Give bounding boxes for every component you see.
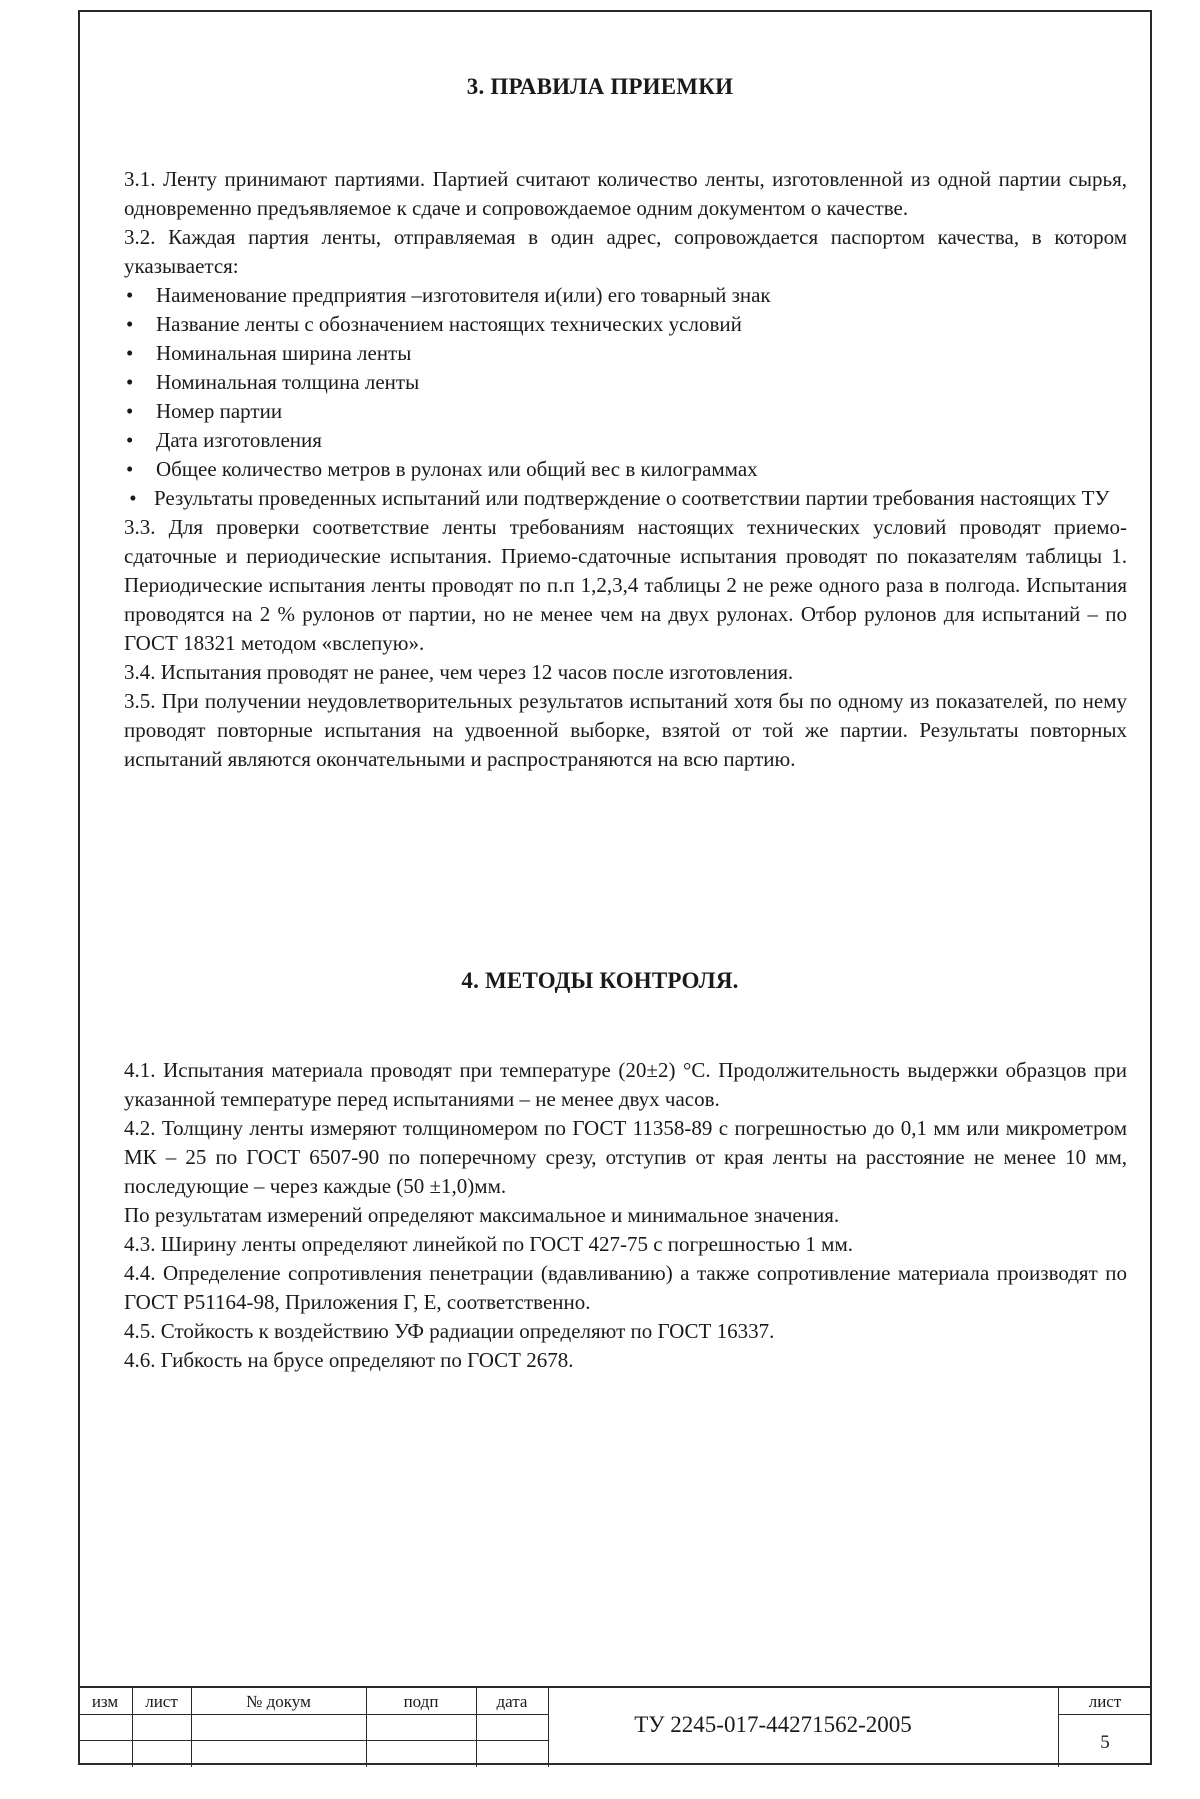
paragraph-4-2: 4.2. Толщину ленты измеряют толщиномером по ГОСТ 11358-89 с погрешностью до 0,1 мм или микрометром МК – 25 по ГОСТ 6507-90 по поперечному срезу, отступив от края ленты на расстояние не менее 10 мм, последующие – через каждые (50 ±1,0)мм. <box>124 1116 1127 1198</box>
divider <box>78 1740 548 1741</box>
section-4-body <box>124 1056 1127 1375</box>
section-4-title: 4. МЕТОДЫ КОНТРОЛЯ. <box>461 968 739 993</box>
list-item-text: Результаты проведенных испытаний или подтверждение о соответствии партии требования настоящих ТУ <box>154 486 1110 510</box>
list-item: • Дата изготовления <box>124 426 1127 455</box>
list-item: • Номинальная ширина ленты <box>124 339 1127 368</box>
list-item: • Номер партии <box>124 397 1127 426</box>
sheet-number: 5 <box>1100 1732 1110 1753</box>
list-item: • Название ленты с обозначением настоящих технических условий <box>124 310 1127 339</box>
section-3-title: 3. ПРАВИЛА ПРИЕМКИ <box>466 74 734 99</box>
title-block <box>78 1686 1152 1767</box>
section-3-body <box>124 165 1127 774</box>
paragraph-4-1: 4.1. Испытания материала проводят при температуре (20±2) °С. Продолжительность выдержки образцов при указанной температуре перед испытаниями – не менее двух часов. <box>124 1058 1127 1111</box>
column-izm-label: изм <box>91 1692 119 1711</box>
paragraph-4-4: 4.4. Определение сопротивления пенетрации (вдавливанию) а также сопротивление материала производят по ГОСТ Р51164-98, Приложения Г, Е, соответственно. <box>124 1261 1127 1314</box>
list-item: • Общее количество метров в рулонах или общий вес в килограммах <box>124 455 1127 484</box>
document-code: ТУ 2245-017-44271562-2005 <box>634 1712 912 1737</box>
divider <box>78 1714 548 1715</box>
column-dokum-label: № докум <box>246 1692 311 1711</box>
sheet-label: лист <box>1088 1692 1122 1711</box>
list-item: • Номинальная толщина ленты <box>124 368 1127 397</box>
paragraph-3-3: 3.3. Для проверки соответствие ленты требованиям настоящих технических условий проводят приемо-сдаточные и периодические испытания. Приемо-сдаточные испытания проводят по показателям таблицы 1. Периодические испытания ленты проводят по п.п 1,2,3,4 таблицы 2 не реже одного раза в полгода. Испытания проводятся на 2 % рулонов от партии, но не менее чем на двух рулонах. Отбор рулонов для испытаний – по ГОСТ 18321 методом «вслепую». <box>124 515 1127 655</box>
paragraph-3-5: 3.5. При получении неудовлетворительных результатов испытаний хотя бы по одному из показателей, по нему проводят повторные испытания на удвоенной выборке, взятой от той же партии. Результаты повторных испытаний являются окончательными и распространяются на всю партию. <box>124 689 1127 771</box>
paragraph-4-2b: По результатам измерений определяют максимальное и минимальное значения. <box>124 1203 840 1227</box>
paragraph-4-3: 4.3. Ширину ленты определяют линейкой по ГОСТ 427-75 с погрешностью 1 мм. <box>124 1232 854 1256</box>
paragraph-4-6: 4.6. Гибкость на брусе определяют по ГОСТ 2678. <box>124 1348 574 1372</box>
column-podp-label: подп <box>403 1692 439 1711</box>
list-item: • Наименование предприятия –изготовителя и(или) его товарный знак <box>124 281 1127 310</box>
column-list-label: лист <box>145 1692 178 1711</box>
paragraph-3-1: 3.1. Ленту принимают партиями. Партией считают количество ленты, изготовленной из одной партии сырья, одновременно предъявляемое к сдаче и сопровождаемое одним документом о качестве. <box>124 167 1127 220</box>
paragraph-3-2: 3.2. Каждая партия ленты, отправляемая в один адрес, сопровождается паспортом качества, в котором указывается: <box>124 225 1127 278</box>
column-data-label: дата <box>496 1692 528 1711</box>
passport-bullet-list <box>124 281 1127 484</box>
divider <box>1058 1714 1152 1715</box>
list-item-last: • Результаты проведенных испытаний или подтверждение о соответствии партии требования настоящих ТУ <box>124 486 1110 510</box>
paragraph-3-4: 3.4. Испытания проводят не ранее, чем через 12 часов после изготовления. <box>124 660 794 684</box>
paragraph-4-5: 4.5. Стойкость к воздействию УФ радиации определяют по ГОСТ 16337. <box>124 1319 775 1343</box>
